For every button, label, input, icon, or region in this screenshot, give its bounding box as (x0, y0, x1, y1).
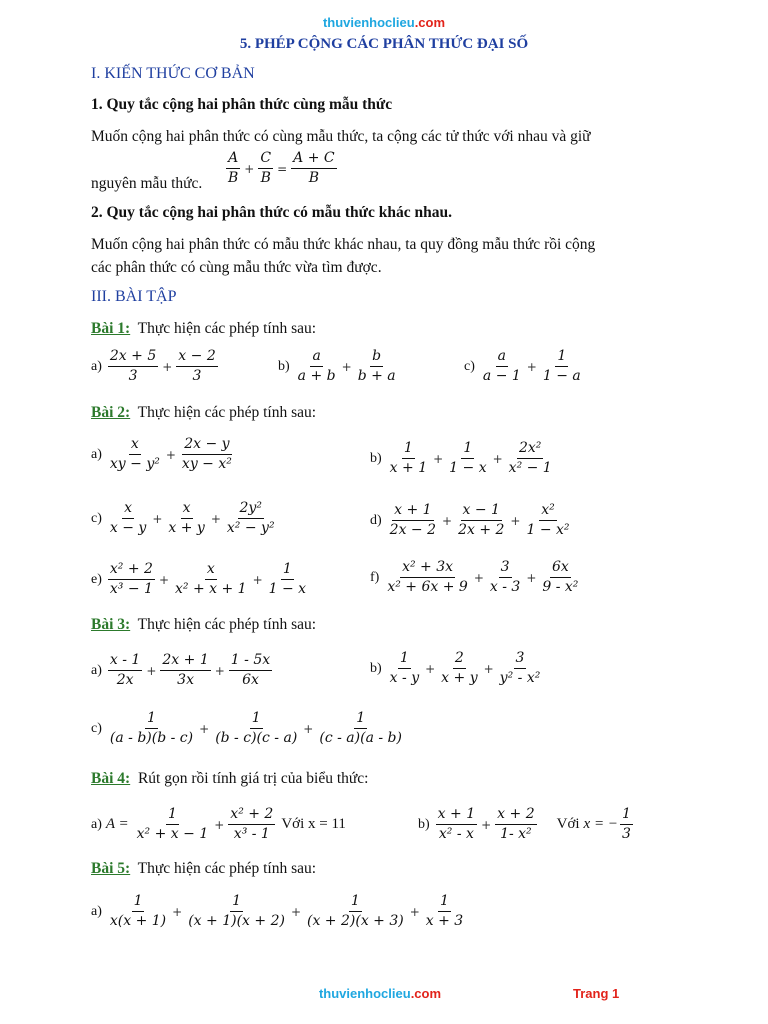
fraction: $\frac{1}{x + 3}$ (425, 893, 464, 929)
exercise-3c: c) $\frac{1}{(a - b)(b - c)}$ + $\frac{1}{(b - c)(c - a)}$ + $\frac{1}{(c - a)(a - b)}$ (91, 710, 402, 746)
exercise-3b: b) $\frac{1}{x - y}$ + $\frac{2}{x + y}$ + $\frac{3}{\text{y² - x²}}$ (370, 650, 541, 686)
fraction: $\frac{6x}{\text{9 - x²}}$ (542, 559, 579, 595)
fraction: $\frac{2}{x + y}$ (441, 650, 478, 686)
fraction: $\frac{1}{x - y}$ (389, 650, 420, 686)
rule1-heading: 1. Quy tắc cộng hai phân thức cùng mẫu thức (91, 96, 393, 113)
fraction: $\frac{\text{2y²}}{\text{x² − y²}}$ (226, 500, 275, 536)
fraction: $\frac{\text{x² + 2}}{\text{x³ − 1}}$ (109, 561, 153, 597)
fraction: $\frac{2x - y}{\text{xy − x²}}$ (181, 436, 232, 472)
fraction: $\frac{1}{1 - a}$ (542, 348, 581, 384)
exercise-3-heading: Bài 3: Thực hiện các phép tính sau: (91, 616, 317, 633)
fraction: $\frac{3}{x - 3}$ (489, 559, 521, 595)
fraction: $\frac{2x + 5}{3}$ (109, 348, 157, 384)
fraction: $\frac{1}{(x + 1)(x + 2)}$ (188, 893, 285, 929)
fraction: $\frac{x}{x + y}$ (168, 500, 205, 536)
fraction: $\frac{1}{x + 1}$ (389, 440, 428, 476)
exercise-2d: d) $\frac{x + 1}{2x - 2}$ + $\frac{x - 1}{2x + 2}$ + $\frac{\text{x²}}{\text{1 − x²}}$ (370, 502, 570, 538)
fraction: $\frac{a}{a - 1}$ (482, 348, 521, 384)
fraction: $\frac{x - 1}{2x + 2}$ (458, 502, 505, 538)
fraction: $\frac{\text{2x²}}{\text{x² − 1}}$ (508, 440, 552, 476)
page-title: 5. PHÉP CỘNG CÁC PHÂN THỨC ĐẠI SỐ (239, 36, 529, 52)
exercise-2c: c) $\frac{x}{x - y}$ + $\frac{x}{x + y}$ + $\frac{\text{2y²}}{\text{x² − y²}}$ (91, 500, 275, 536)
exercise-1c: c) $\frac{a}{a - 1}$ + $\frac{1}{1 - a}$ (464, 348, 581, 384)
fraction: $\frac{1}{x(x + 1)}$ (109, 893, 167, 929)
fraction: $\frac{x}{\text{x² + x + 1}}$ (175, 561, 247, 597)
exercise-5a: a) $\frac{1}{x(x + 1)}$ + $\frac{1}{(x + 1)(x + 2)}$ + $\frac{1}{(x + 2)(x + 3)}$ + $\frac{1}{x + 3}$ (91, 893, 464, 929)
rule1-text-line1: Muốn cộng hai phân thức có cùng mẫu thức, ta cộng các tử thức với nhau và giữ (91, 128, 591, 145)
fraction: $\frac{1}{3}$ (621, 806, 631, 842)
fraction: $\frac{x}{\text{xy − y²}}$ (109, 436, 160, 472)
fraction: $\frac{1}{(x + 2)(x + 3)}$ (307, 893, 404, 929)
fraction: $\frac{A}{B}$ (228, 150, 239, 186)
rule1-text-line2: nguyên mẫu thức. (91, 175, 203, 192)
fraction: $\frac{C}{B}$ (260, 150, 272, 186)
fraction: $\frac{1}{\text{x² + x − 1}}$ (136, 806, 209, 842)
fraction: $\frac{1 - 5x}{6x}$ (230, 652, 271, 688)
exercise-2b: b) $\frac{1}{x + 1}$ + $\frac{1}{1 - x}$ + $\frac{\text{2x²}}{\text{x² − 1}}$ (370, 440, 552, 476)
fraction: $\frac{x - 1}{2x}$ (109, 652, 141, 688)
exercise-4a: a) A = $\frac{1}{\text{x² + x − 1}}$ + $\frac{\text{x² + 2}}{\text{x³ - 1}}$ Với x = 11 (91, 806, 346, 842)
rule2-text-line2: các phân thức có cùng mẫu thức vừa tìm được. (91, 259, 382, 276)
exercise-1b: b) $\frac{a}{a + b}$ + $\frac{b}{b + a}$ (278, 348, 396, 384)
fraction: $\frac{a}{a + b}$ (297, 348, 336, 384)
fraction: $\frac{\text{x² + 2}}{\text{x³ - 1}}$ (230, 806, 274, 842)
fraction: $\frac{1}{1 - x}$ (268, 561, 307, 597)
fraction: $\frac{1}{(a - b)(b - c)}$ (109, 710, 194, 746)
page-number: Trang 1 (573, 986, 620, 1001)
exercise-4-heading: Bài 4: Rút gọn rồi tính giá trị của biểu thức: (91, 770, 369, 787)
exercise-1a: a) $\frac{2x + 5}{3}$ + $\frac{x - 2}{3}$ (91, 348, 216, 384)
fraction: $\frac{\text{x²}}{\text{1 − x²}}$ (526, 502, 570, 538)
exercise-2e: e) $\frac{\text{x² + 2}}{\text{x³ − 1}}$ + $\frac{x}{\text{x² + x + 1}}$ + $\frac{1}{1 - x}$ (91, 561, 307, 597)
rule1-formula: $\frac{A}{B}$ + $\frac{C}{B}$ = $\frac{A + C}{B}$ (228, 150, 335, 186)
fraction: $\frac{x + 1}{2x - 2}$ (389, 502, 437, 538)
header-site-name: thuvienhoclieu.com (322, 15, 446, 30)
section-heading-exercises: III. BÀI TẬP (91, 288, 177, 305)
fraction: $\frac{3}{\text{y² - x²}}$ (499, 650, 541, 686)
fraction: $\frac{1}{(c - a)(a - b)}$ (319, 710, 402, 746)
exercise-3a: a) $\frac{x - 1}{2x}$ + $\frac{2x + 1}{3x}$ + $\frac{1 - 5x}{6x}$ (91, 652, 271, 688)
exercise-2-heading: Bài 2: Thực hiện các phép tính sau: (91, 404, 317, 421)
fraction: $\frac{x - 2}{3}$ (178, 348, 216, 384)
rule2-text-line1: Muốn cộng hai phân thức có mẫu thức khác nhau, ta quy đồng mẫu thức rồi cộng (91, 236, 596, 253)
fraction: $\frac{1}{(b - c)(c - a)}$ (215, 710, 298, 746)
fraction: $\frac{b}{b + a}$ (357, 348, 396, 384)
fraction: $\frac{A + C}{B}$ (293, 150, 335, 186)
footer-site-name: thuvienhoclieu.com (318, 986, 442, 1001)
exercise-1-heading: Bài 1: Thực hiện các phép tính sau: (91, 320, 317, 337)
fraction: $\frac{x + 2}{\text{1- x²}}$ (497, 806, 535, 842)
section-heading-basics: I. KIẾN THỨC CƠ BẢN (91, 65, 255, 82)
exercise-5-heading: Bài 5: Thực hiện các phép tính sau: (91, 860, 317, 877)
fraction: $\frac{\text{x² + 3x}}{\text{x² + 6x + 9}}$ (387, 559, 468, 595)
exercise-4b: b) $\frac{x + 1}{\text{x² - x}}$ + $\frac{x + 2}{\text{1- x²}}$ Với x = − $\frac{1}{3}$ (418, 806, 631, 842)
fraction: $\frac{1}{1 - x}$ (449, 440, 487, 476)
rule2-heading: 2. Quy tắc cộng hai phân thức có mẫu thức khác nhau. (91, 204, 452, 221)
fraction: $\frac{x}{x - y}$ (109, 500, 147, 536)
exercise-2f: f) $\frac{\text{x² + 3x}}{\text{x² + 6x + 9}}$ + $\frac{3}{x - 3}$ + $\frac{6x}{\text{9 - x²}}$ (370, 559, 579, 595)
fraction: $\frac{2x + 1}{3x}$ (162, 652, 209, 688)
fraction: $\frac{x + 1}{\text{x² - x}}$ (437, 806, 476, 842)
exercise-2a: a) $\frac{x}{\text{xy − y²}}$ + $\frac{2x - y}{\text{xy − x²}}$ (91, 436, 232, 472)
